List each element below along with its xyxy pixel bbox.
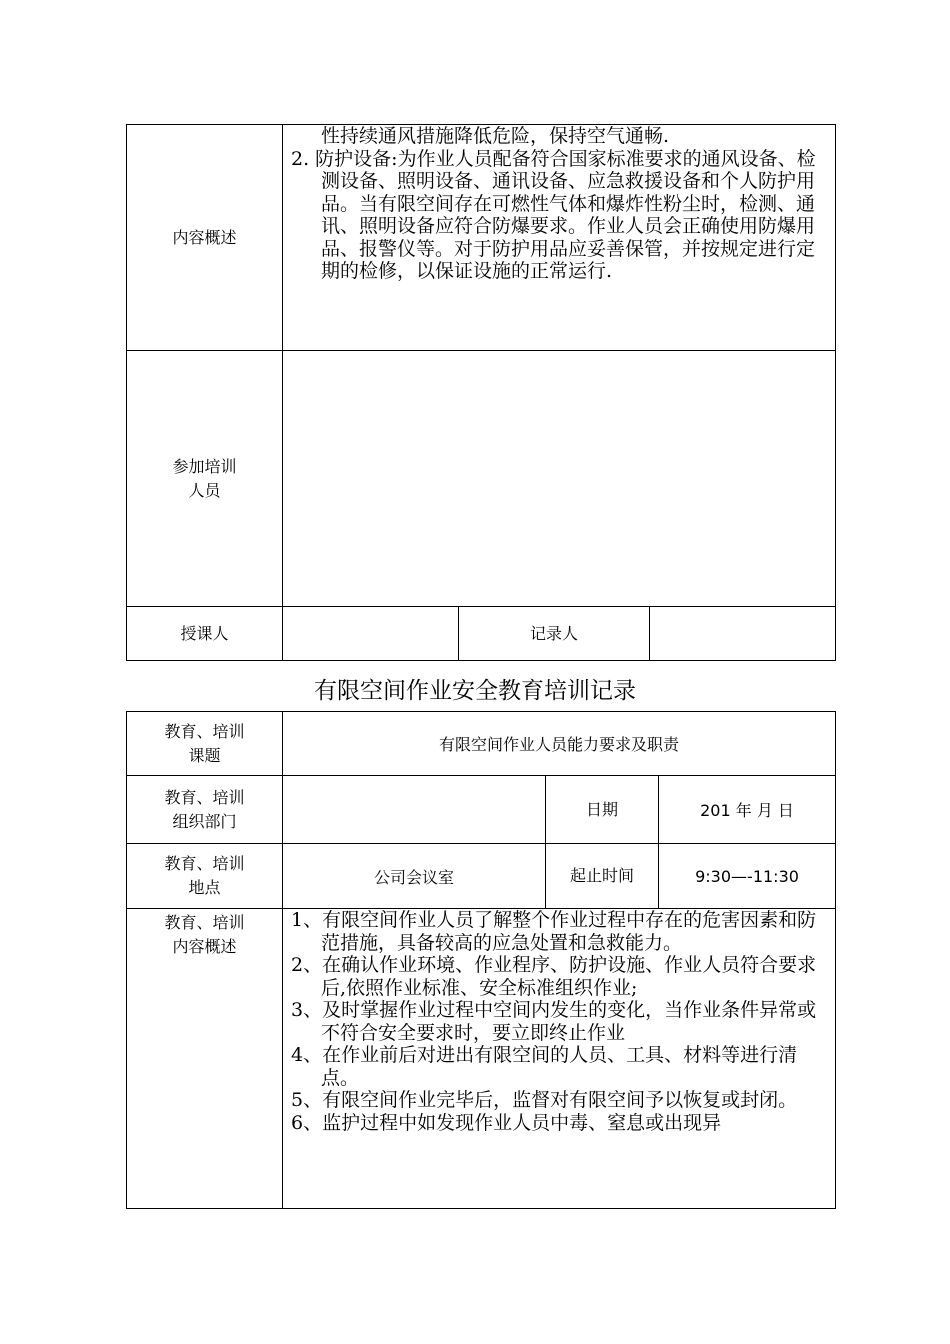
topic-label <box>127 712 283 776</box>
page-title: 有限空间作业安全教育培训记录 <box>314 678 636 704</box>
date-label: 日期 <box>546 776 659 844</box>
place-label-line1: 教育、培训 <box>164 854 245 873</box>
content-item-1: 1、有限空间作业人员了解整个作业过程中存在的危害因素和防范措施，具备较高的应急处置和急救能力。 <box>291 909 817 954</box>
lecturer-label: 授课人 <box>127 607 283 661</box>
participants-label-line2: 人员 <box>188 480 221 500</box>
content-item-5: 5、有限空间作业完毕后，监督对有限空间予以恢复或封闭。 <box>291 1089 798 1111</box>
place-value[interactable]: 公司会议室 <box>283 844 546 909</box>
participants-label <box>127 351 283 607</box>
dept-value[interactable] <box>283 776 546 844</box>
recorder-label: 记录人 <box>459 607 650 661</box>
recorder-value[interactable] <box>650 607 836 661</box>
topic-label-line1: 教育、培训 <box>164 721 245 741</box>
dept-label <box>127 776 283 844</box>
dept-label-line1: 教育、培训 <box>164 787 245 807</box>
content-label-line2: 内容概述 <box>172 937 237 956</box>
content-summary-label-text: 内容概述 <box>172 227 237 247</box>
topic-label-line2: 课题 <box>188 745 221 765</box>
time-label: 起止时间 <box>546 844 659 909</box>
content-item-4: 4、在作业前后对进出有限空间的人员、工具、材料等进行清点。 <box>291 1044 798 1089</box>
content-line: 性持续通风措施降低危险，保持空气通畅. <box>321 125 670 147</box>
content-label-line1: 教育、培训 <box>164 913 245 932</box>
content-cell <box>283 909 836 1209</box>
content-summary-label <box>127 125 283 351</box>
content-item: 2. 防护设备:为作业人员配备符合国家标准要求的通风设备、检测设备、照明设备、通讯设备、应急救援设备和个人防护用品。当有限空间存在可燃性气体和爆炸性粉尘时，检测、通讯、照明设备应符合防爆要求。作业人员会正确使用防爆用品、报警仪等。对于防护用品应妥善保管，并按规定进行定期的检修，以保证设施的正常运行. <box>291 147 816 282</box>
dept-label-line2: 组织部门 <box>172 811 237 831</box>
lecturer-value[interactable] <box>283 607 459 661</box>
participants-value[interactable] <box>283 351 836 607</box>
content-label <box>127 909 283 1209</box>
content-item-6: 6、监护过程中如发现作业人员中毒、窒息或出现异 <box>291 1111 722 1134</box>
place-label <box>127 844 283 909</box>
training-record-table-continued <box>126 124 836 661</box>
content-item-3: 3、及时掌握作业过程中空间内发生的变化，当作业条件异常或不符合安全要求时，要立即终止作业 <box>291 999 817 1044</box>
content-summary-cell <box>283 125 836 351</box>
date-value[interactable]: 201 年 月 日 <box>659 776 836 844</box>
training-record-table <box>126 711 836 1209</box>
place-label-line2: 地点 <box>188 878 221 897</box>
participants-label-line1: 参加培训 <box>172 456 237 476</box>
content-item-2: 2、在确认作业环境、作业程序、防护设施、作业人员符合要求后,依照作业标准、安全标准组织作业; <box>291 954 817 999</box>
topic-value[interactable]: 有限空间作业人员能力要求及职责 <box>283 712 836 776</box>
time-value[interactable]: 9:30—-11:30 <box>659 844 836 909</box>
